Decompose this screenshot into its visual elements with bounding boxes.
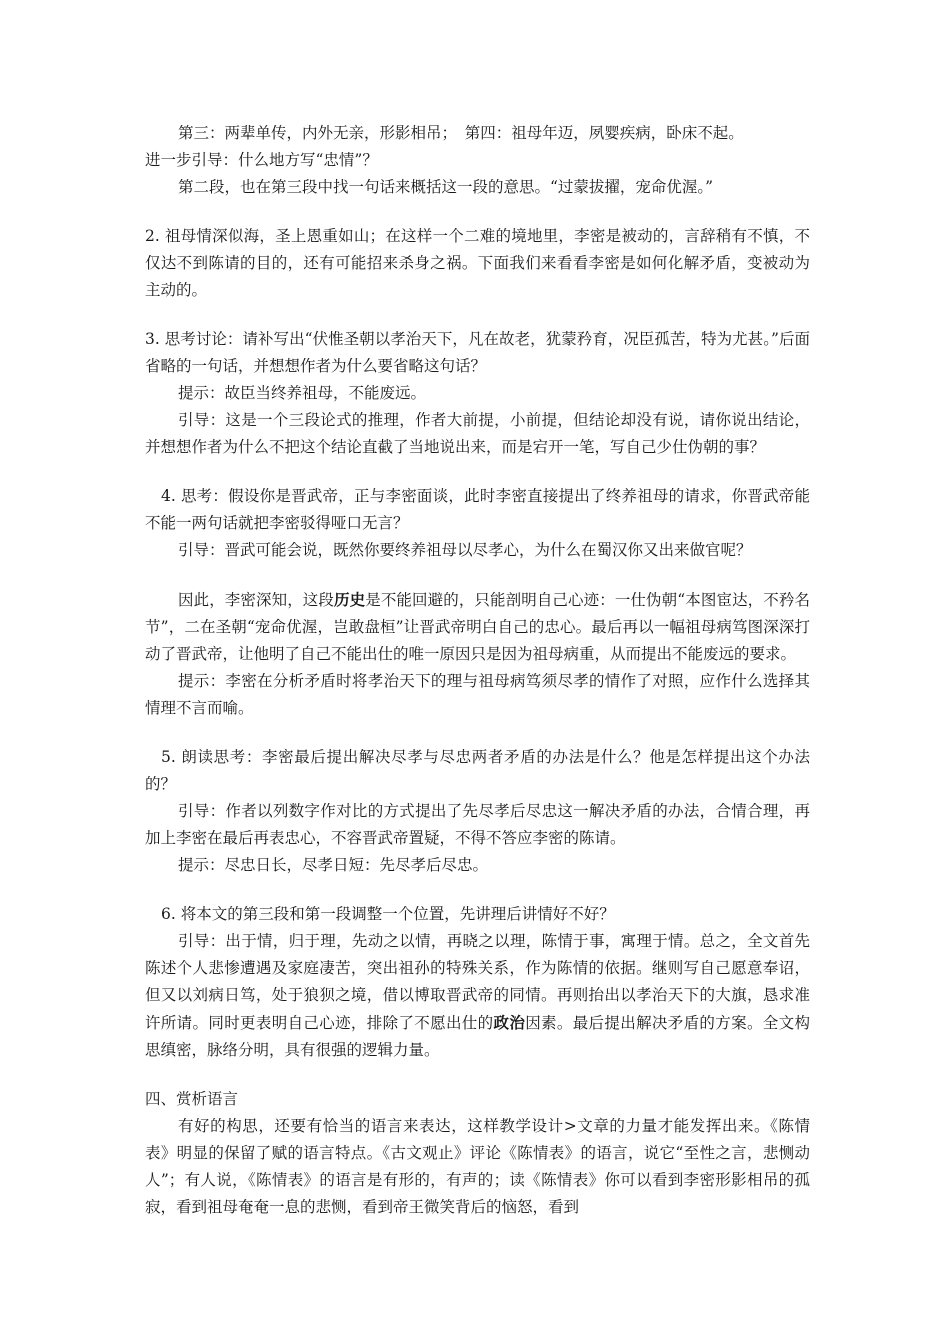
text-run: 因素。最后提出解决矛盾的方案。全文构思缜密，脉络分明，具有很强的逻辑力量。 (145, 1014, 810, 1059)
spacer (145, 564, 810, 586)
text-run: 引导：出于情，归于理，先动之以情，再晓之以理，陈情于事，寓理于情。总之，全文首先陈述个人悲惨遭遇及家庭凄苦，突出祖孙的特殊关系，作为陈情的依据。继则写自己愿意奉诏，但又以刘病日笃，处于狼狈之境，借以博取晋武帝的同情。再则抬出以孝治天下的大旗，恳求准许所请。同时更表明自己心迹，排除了不愿出仕的 (145, 932, 810, 1032)
paragraph-item-4: 4. 思考：假设你是晋武帝，正与李密面谈，此时李密直接提出了终养祖母的请求，你晋武帝能不能一两句话就把李密驳得哑口无言？ (145, 487, 810, 532)
document-page (145, 120, 810, 1221)
paragraph-language-analysis: 有好的构思，还要有恰当的语言来表达，这样教学设计>文章的力量才能发挥出来。《陈情表》明显的保留了赋的语言特点。《古文观止》评论《陈情表》的语言，说它“至性之言，悲恻动人”；有人说，《陈情表》的语言是有形的，有声的；读《陈情表》你可以看到李密形影相吊的孤寂，看到祖母奄奄一息的悲恻，看到帝王微笑背后的恼怒，看到 (145, 1117, 810, 1216)
paragraph-guide-5: 引导：作者以列数字作对比的方式提出了先尽孝后尽忠这一解决矛盾的办法，合情合理，再加上李密在最后再表忠心，不容晋武帝置疑，不得不答应李密的陈请。 (145, 802, 810, 847)
paragraph-hint-4: 提示：李密在分析矛盾时将孝治天下的理与祖母病笃须尽孝的情作了对照，应作什么选择其情理不言而喻。 (145, 672, 810, 717)
section-heading-language: 四、赏析语言 (145, 1090, 239, 1108)
paragraph-further-guide: 进一步引导：什么地方写“忠情”？ (145, 151, 378, 169)
paragraph-item-5: 5. 朗读思考：李密最后提出解决尽孝与尽忠两者矛盾的办法是什么？他是怎样提出这个办法的？ (145, 748, 810, 793)
paragraph-therefore (145, 586, 810, 668)
paragraph-guide-4: 引导：晋武可能会说，既然你要终养祖母以尽孝心，为什么在蜀汉你又出来做官呢？ (178, 541, 752, 559)
paragraph-second-section: 第二段，也在第三段中找一句话来概括这一段的意思。“过蒙拔擢，宠命优渥。” (178, 178, 714, 196)
text-run: 是不能回避的，只能剖明自己心迹：一仕伪朝“本图宦达，不矜名节”，二在圣朝“宠命优渥，岂敢盘桓”让晋武帝明白自己的忠心。最后再以一幅祖母病笃图深深打动了晋武帝，让他明了自己不能出仕的唯一原因只是因为祖母病重，从而提出不能废远的要求。 (145, 591, 810, 663)
paragraph-guide-6 (145, 928, 810, 1064)
spacer (145, 201, 810, 223)
spacer (145, 461, 810, 483)
bold-keyword-history: 历史 (334, 590, 366, 609)
bold-keyword-politics: 政治 (493, 1013, 526, 1032)
paragraph-third-fourth: 第三：两辈单传，内外无亲，形影相吊； 第四：祖母年迈，夙婴疾病，卧床不起。 (178, 124, 744, 142)
spacer (145, 879, 810, 901)
spacer (145, 722, 810, 744)
paragraph-guide-3: 引导：这是一个三段论式的推理，作者大前提，小前提，但结论却没有说，请你说出结论，并想想作者为什么不把这个结论直截了当地说出来，而是宕开一笔，写自己少仕伪朝的事？ (145, 411, 810, 456)
paragraph-item-2: 2. 祖母情深似海，圣上恩重如山；在这样一个二难的境地里，李密是被动的，言辞稍有不慎，不仅达不到陈请的目的，还有可能招来杀身之祸。下面我们来看看李密是如何化解矛盾，变被动为主动的。 (145, 227, 810, 299)
paragraph-item-3: 3. 思考讨论：请补写出“伏惟圣朝以孝治天下，凡在故老，犹蒙矜育，况臣孤苦，特为尤甚。”后面省略的一句话，并想想作者为什么要省略这句话？ (145, 330, 810, 375)
text-run: 因此，李密深知，这段 (178, 591, 335, 609)
spacer (145, 304, 810, 326)
spacer (145, 1064, 810, 1086)
paragraph-hint-3: 提示：故臣当终养祖母，不能废远。 (178, 384, 427, 402)
paragraph-hint-5: 提示：尽忠日长，尽孝日短：先尽孝后尽忠。 (178, 856, 489, 874)
paragraph-item-6: 6. 将本文的第三段和第一段调整一个位置，先讲理后讲情好不好？ (161, 905, 615, 923)
